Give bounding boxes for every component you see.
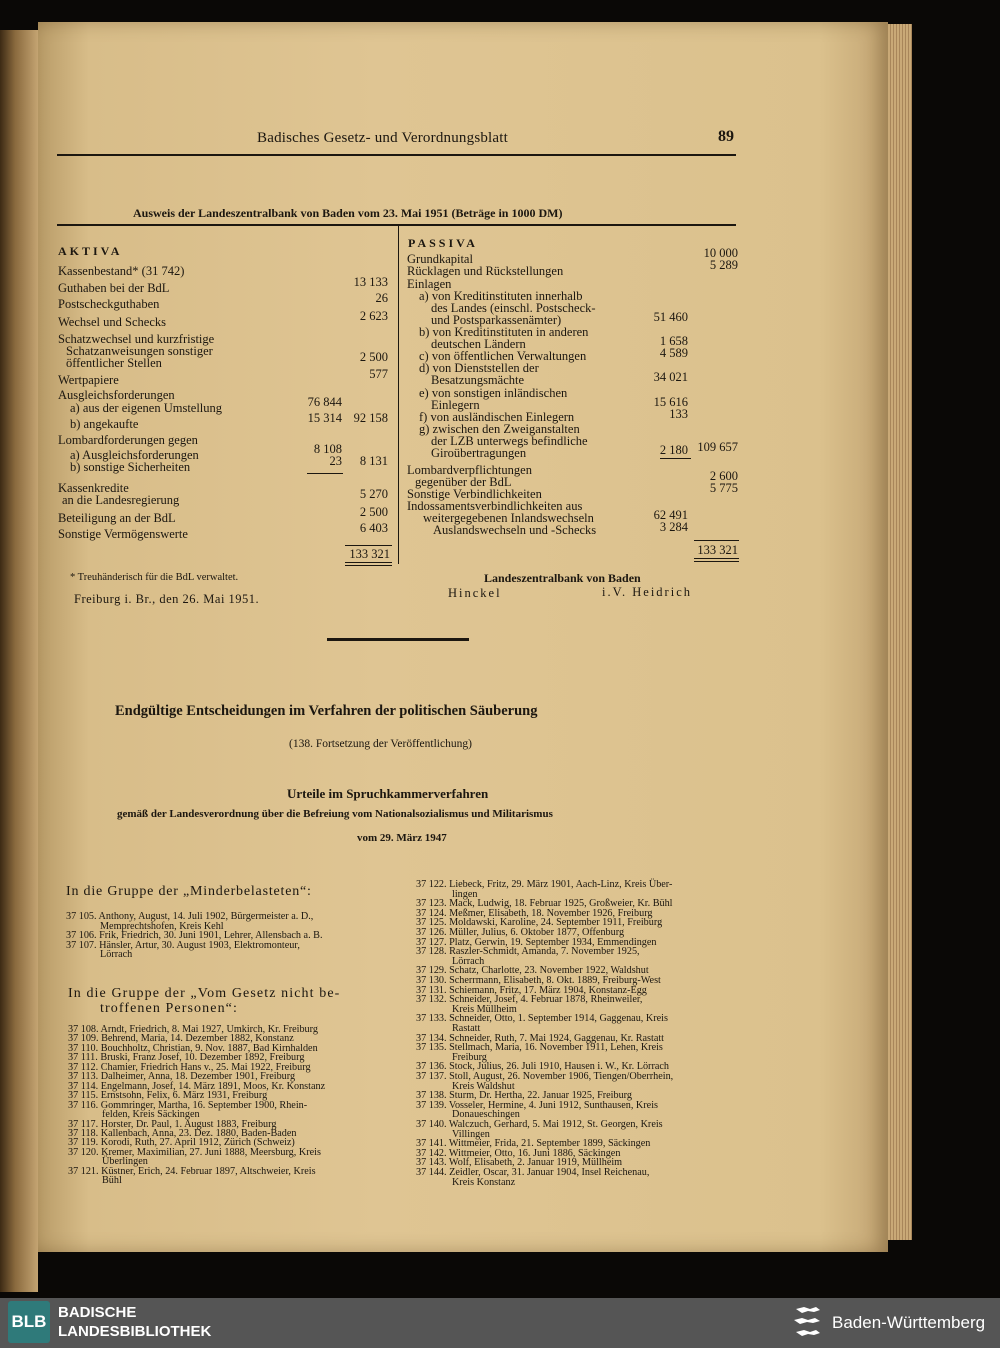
header-rule xyxy=(57,154,736,156)
aktiva-row-amount: 2 623 xyxy=(359,309,388,323)
right-column-entry: Freiburg xyxy=(452,1051,487,1063)
aktiva-row-label: Lombardforderungen gegen xyxy=(58,433,198,447)
aktiva-row-amount: 26 xyxy=(375,291,388,305)
statement-title: Ausweis der Landeszentralbank von Baden vom 23. Mai 1951 (Beträge in 1000 DM) xyxy=(133,206,563,220)
passiva-row-label: der LZB unterwegs befindliche xyxy=(431,434,588,448)
group2-heading-line1: In die Gruppe der „Vom Gesetz nicht be- xyxy=(68,986,341,1001)
aktiva-row-amount: 2 500 xyxy=(359,505,388,519)
group2-entry: 37 121. Küstner, Erich, 24. Februar 1897, Altschweier, Kreis xyxy=(68,1165,316,1177)
aktiva-total-rule-bottom-1 xyxy=(345,562,392,563)
passiva-heading: PASSIVA xyxy=(408,236,478,250)
state-name: Baden-Württemberg xyxy=(832,1313,986,1332)
right-column-entry: 37 138. Sturm, Dr. Hertha, 22. Januar 1925, Freiburg xyxy=(416,1090,632,1102)
aktiva-row-amount: 2 500 xyxy=(359,350,388,364)
aktiva-row-label: Wechsel und Schecks xyxy=(58,315,166,329)
group2-entry: 37 119. Korodi, Ruth, 27. April 1912, Zürich (Schweiz) xyxy=(68,1137,295,1149)
aktiva-row-label: Ausgleichsforderungen xyxy=(58,388,175,402)
group2-entry: 37 114. Engelmann, Josef, 14. März 1891, Moos, Kr. Konstanz xyxy=(68,1080,326,1092)
right-column-entry: 37 143. Wolf, Elisabeth, 2. Januar 1919, Müllheim xyxy=(416,1157,623,1169)
aktiva-row-label: Schatzanweisungen sonstiger xyxy=(66,344,213,358)
passiva-row-label: Auslandswechseln und -Schecks xyxy=(433,523,597,537)
right-column-entry: Lörrach xyxy=(452,955,485,967)
group2-entry: 37 108. Arndt, Friedrich, 8. Mai 1927, Umkirch, Kr. Freiburg xyxy=(68,1024,318,1035)
aktiva-row-label: Schatzwechsel und kurzfristige xyxy=(58,332,215,346)
passiva-row-amount: 10 000 xyxy=(703,246,738,260)
passiva-row-label: des Landes (einschl. Postscheck- xyxy=(431,301,596,315)
aktiva-row-label: Beteiligung an der BdL xyxy=(58,511,176,525)
aktiva-total: 133 321 xyxy=(349,547,390,561)
aktiva-row-amount: 6 403 xyxy=(359,521,388,535)
left-page-edge xyxy=(0,30,38,1292)
aktiva-row-amount: 92 158 xyxy=(353,411,388,425)
aktiva-row-amount: 8 131 xyxy=(359,454,388,468)
group2-entry: 37 112. Chamier, Friedrich Hans v., 25. Mai 1922, Freiburg xyxy=(68,1061,311,1073)
aktiva-row-amount: 577 xyxy=(369,367,388,381)
header-title: Badisches Gesetz- und Verordnungsblatt xyxy=(257,130,509,146)
right-column-entry: 37 124. Meßmer, Elisabeth, 18. November 1926, Freiburg xyxy=(416,907,653,919)
right-column-entry: Kreis Müllheim xyxy=(452,1003,517,1015)
passiva-total-rule-top xyxy=(694,540,739,541)
passiva-row-label: Rücklagen und Rückstellungen xyxy=(407,264,564,278)
passiva-row-amount: 5 775 xyxy=(709,481,738,495)
group2-entry: 37 110. Bouchholtz, Christian, 9. Nov. 1887, Bad Kirnhalden xyxy=(68,1042,318,1054)
passiva-row-label: g) zwischen den Zweiganstalten xyxy=(419,422,580,436)
passiva-row-subamount: 2 180 xyxy=(659,443,688,457)
statement-center-divider xyxy=(398,226,399,564)
right-column-entry: Villingen xyxy=(452,1128,490,1140)
passiva-row-subamount: 4 589 xyxy=(659,346,688,360)
group2-entry: 37 117. Horster, Dr. Paul, 1. August 1883, Freiburg xyxy=(68,1118,277,1130)
passiva-row-label: Grundkapital xyxy=(407,252,473,266)
right-column-entry: 37 140. Walczuch, Gerhard, 5. Mai 1912, St. Georgen, Kreis xyxy=(416,1119,663,1130)
group1-heading: In die Gruppe der „Minderbelasteten“: xyxy=(66,884,312,899)
passiva-row-label: b) von Kreditinstituten in anderen xyxy=(419,325,589,339)
group2-entry: 37 118. Kallenbach, Anna, 23. Dez. 1880, Baden-Baden xyxy=(68,1127,297,1139)
right-column-entry: 37 131. Schiemann, Fritz, 17. März 1904, Konstanz-Egg xyxy=(416,984,647,996)
group2-entry: 37 111. Bruski, Franz Josef, 10. Dezember 1892, Freiburg xyxy=(68,1052,305,1064)
group2-entry: Überlingen xyxy=(102,1156,148,1168)
group2-entry: 37 113. Dalheimer, Anna, 18. Dezember 1901, Freiburg xyxy=(68,1071,296,1083)
passiva-row-subamount: 3 284 xyxy=(659,520,688,534)
right-column-entry: 37 126. Müller, Julius, 6. Oktober 1877, Offenburg xyxy=(416,927,625,938)
aktiva-row-amount: 13 133 xyxy=(353,275,388,289)
footnote: * Treuhänderisch für die BdL verwaltet. xyxy=(70,572,239,583)
right-column-entry: 37 144. Zeidler, Oscar, 31. Januar 1904, Insel Reichenau, xyxy=(416,1167,650,1178)
group1-entry: 37 106. Frik, Friedrich, 30. Juni 1901, Lehrer, Allensbach a. B. xyxy=(66,930,323,941)
page-number: 89 xyxy=(718,128,734,145)
aktiva-row-label: b) angekaufte xyxy=(70,417,139,431)
aktiva-row-label: Postscheckguthaben xyxy=(58,297,160,311)
passiva-total-rule-bottom-2 xyxy=(694,561,739,562)
passiva-row-label: d) von Dienststellen der xyxy=(419,361,539,375)
passiva-row-label: deutschen Ländern xyxy=(431,337,526,351)
group2-entry: 37 120. Kremer, Maximilian, 27. Juni 1888, Meersburg, Kreis xyxy=(68,1146,321,1158)
passiva-row-amount: 5 289 xyxy=(709,258,738,272)
right-column-entry: 37 136. Stock, Julius, 26. Juli 1910, Hausen i. W., Kr. Lörrach xyxy=(416,1061,669,1073)
right-column-entry: Kreis Waldshut xyxy=(452,1080,515,1092)
passiva-row-label: und Postsparkassenämter) xyxy=(431,313,562,327)
aktiva-subtotal-rule-a xyxy=(307,473,343,474)
right-column-entry: 37 139. Vosseler, Hermine, 4. Juni 1912, Sunthausen, Kreis xyxy=(416,1099,658,1111)
page-stack-edge xyxy=(888,24,912,1240)
passiva-row-label: Indossamentsverbindlichkeiten aus xyxy=(407,499,583,513)
right-column-entry: Kreis Konstanz xyxy=(452,1176,516,1188)
passiva-row-label: Giroübertragungen xyxy=(431,446,527,460)
aktiva-row-label: Kassenbestand* (31 742) xyxy=(58,264,185,278)
right-column-entry: 37 133. Schneider, Otto, 1. September 1914, Gaggenau, Kreis xyxy=(416,1013,668,1025)
state-coat-of-arms-icon xyxy=(790,1303,824,1343)
passiva-row-label: Besatzungsmächte xyxy=(431,373,525,387)
aktiva-row-subamount: 15 314 xyxy=(307,411,342,425)
aktiva-row-label: Wertpapiere xyxy=(58,373,119,387)
group1-entry: 37 105. Anthony, August, 14. Juli 1902, Bürgermeister a. D., xyxy=(66,911,314,922)
passiva-row-subamount: 34 021 xyxy=(653,370,688,384)
passiva-total-rule-bottom-1 xyxy=(694,558,739,559)
section-heading: Urteile im Spruchkammerverfahren xyxy=(287,786,489,801)
passiva-row-label: Lombardverpflichtungen xyxy=(407,463,532,477)
group2-heading-line2: troffenen Personen“: xyxy=(100,1001,238,1016)
passiva-row-label: Einlegern xyxy=(431,398,480,412)
passiva-total: 133 321 xyxy=(697,543,738,557)
right-column-entry: 37 134. Schneider, Ruth, 7. Mai 1924, Gaggenau, Kr. Rastatt xyxy=(416,1032,665,1044)
group1-entry: Memprechtshofen, Kreis Kehl xyxy=(100,920,224,932)
aktiva-row-amount: 5 270 xyxy=(359,487,388,501)
aktiva-row-subamount: 23 xyxy=(329,454,342,468)
section-separator xyxy=(327,638,469,641)
passiva-row-label: Einlagen xyxy=(407,277,452,291)
aktiva-total-rule-bottom-2 xyxy=(345,565,392,566)
right-column-entry: Rastatt xyxy=(452,1023,481,1034)
bank-name: Landeszentralbank von Baden xyxy=(484,571,641,585)
section-title: Endgültige Entscheidungen im Verfahren der politischen Säuberung xyxy=(115,703,538,719)
statement-top-rule xyxy=(57,224,736,226)
right-column-entry: 37 129. Schatz, Charlotte, 23. November 1922, Waldshut xyxy=(416,965,649,977)
passiva-row-label: gegenüber der BdL xyxy=(415,475,512,489)
aktiva-row-label: b) sonstige Sicherheiten xyxy=(70,460,191,474)
group2-entry: 37 116. Gommringer, Martha, 16. September 1900, Rhein- xyxy=(68,1099,308,1111)
group1-entry: Lörrach xyxy=(100,949,133,960)
passiva-row-subamount: 51 460 xyxy=(653,310,688,324)
aktiva-row-label: Guthaben bei der BdL xyxy=(58,281,170,295)
group1-entry: 37 107. Hänsler, Artur, 30. August 1903, Elektromonteur, xyxy=(66,939,300,951)
passiva-row-label: c) von öffentlichen Verwaltungen xyxy=(419,349,587,363)
library-name-line2: LANDESBIBLIOTHEK xyxy=(58,1323,212,1340)
passiva-row-subamount: 62 491 xyxy=(653,508,688,522)
right-column-entry: 37 125. Moldawski, Karoline, 24. September 1911, Freiburg xyxy=(416,917,663,929)
right-column-entry: 37 128. Raszler-Schmidt, Amanda, 7. November 1925, xyxy=(416,946,640,958)
aktiva-row-label: Kassenkredite xyxy=(58,481,129,495)
aktiva-row-label: a) Ausgleichsforderungen xyxy=(70,448,199,462)
passiva-row-subamount: 15 616 xyxy=(653,395,688,409)
right-column-entry: Donaueschingen xyxy=(452,1109,520,1121)
right-column-entry: 37 135. Stellmach, Maria, 16. November 1911, Lehen, Kreis xyxy=(416,1042,663,1054)
right-column-entry: 37 130. Scherrmann, Elisabeth, 8. Okt. 1889, Freiburg-West xyxy=(416,975,661,986)
signature-right: i.V. Heidrich xyxy=(602,585,692,599)
passiva-row-label: weitergegebenen Inlandswechseln xyxy=(423,511,594,525)
right-column-entry: 37 127. Platz, Gerwin, 19. September 1934, Emmendingen xyxy=(416,936,657,948)
section-date: vom 29. März 1947 xyxy=(357,832,447,844)
aktiva-row-label: a) aus der eigenen Umstellung xyxy=(70,401,223,415)
right-column-entry: 37 141. Wittmeier, Frida, 21. September 1899, Säckingen xyxy=(416,1138,651,1150)
place-date: Freiburg i. Br., den 26. Mai 1951. xyxy=(74,592,260,606)
blb-logo-icon[interactable]: BLB xyxy=(8,1301,50,1343)
passiva-row-label: e) von sonstigen inländischen xyxy=(419,386,568,400)
group2-entry: Bühl xyxy=(102,1175,122,1187)
group2-entry: felden, Kreis Säckingen xyxy=(102,1109,200,1121)
section-subtitle: (138. Fortsetzung der Veröffentlichung) xyxy=(289,738,472,750)
aktiva-row-label: Sonstige Vermögenswerte xyxy=(58,527,188,541)
passiva-row-label: Sonstige Verbindlichkeiten xyxy=(407,487,542,501)
passiva-row-amount: 2 600 xyxy=(709,469,738,483)
passiva-row-label: a) von Kreditinstituten innerhalb xyxy=(419,289,583,303)
group2-entry: 37 109. Behrend, Maria, 14. Dezember 1882, Konstanz xyxy=(68,1033,294,1045)
aktiva-row-subamount: 8 108 xyxy=(313,442,342,456)
passiva-row-label: f) von ausländischen Einlegern xyxy=(419,410,575,424)
library-name-line1: BADISCHE xyxy=(58,1304,137,1321)
right-column-entry: lingen xyxy=(452,888,478,900)
right-column-entry: 37 123. Mack, Ludwig, 18. Februar 1925, Großweier, Kr. Bühl xyxy=(416,898,673,910)
right-column-entry: 37 132. Schneider, Josef, 4. Februar 1878, Rheinweiler, xyxy=(416,994,643,1006)
right-column-entry: 37 137. Stoll, August, 26. November 1906, Tiengen/Oberrhein, xyxy=(416,1071,674,1082)
right-column-entry: 37 142. Wittmeier, Otto, 16. Juni 1886, Säckingen xyxy=(416,1147,621,1159)
aktiva-row-label: öffentlicher Stellen xyxy=(66,356,162,370)
passiva-row-amount: 109 657 xyxy=(697,440,738,454)
aktiva-row-label: an die Landesregierung xyxy=(62,493,180,507)
signature-left: Hinckel xyxy=(448,586,502,600)
passiva-subtotal-rule-a xyxy=(660,458,691,459)
right-column-entry: 37 122. Liebeck, Fritz, 29. März 1901, Aach-Linz, Kreis Über- xyxy=(416,879,673,890)
section-subheading: gemäß der Landesverordnung über die Befreiung vom Nationalsozialismus und Militarismus xyxy=(117,808,553,820)
passiva-row-subamount: 1 658 xyxy=(659,334,688,348)
group2-entry: 37 115. Ernstsohn, Felix, 6. März 1931, Freiburg xyxy=(68,1090,268,1102)
passiva-row-subamount: 133 xyxy=(669,407,688,421)
aktiva-heading: AKTIVA xyxy=(58,244,123,258)
aktiva-total-rule-top xyxy=(345,545,392,546)
aktiva-row-subamount: 76 844 xyxy=(307,395,342,409)
